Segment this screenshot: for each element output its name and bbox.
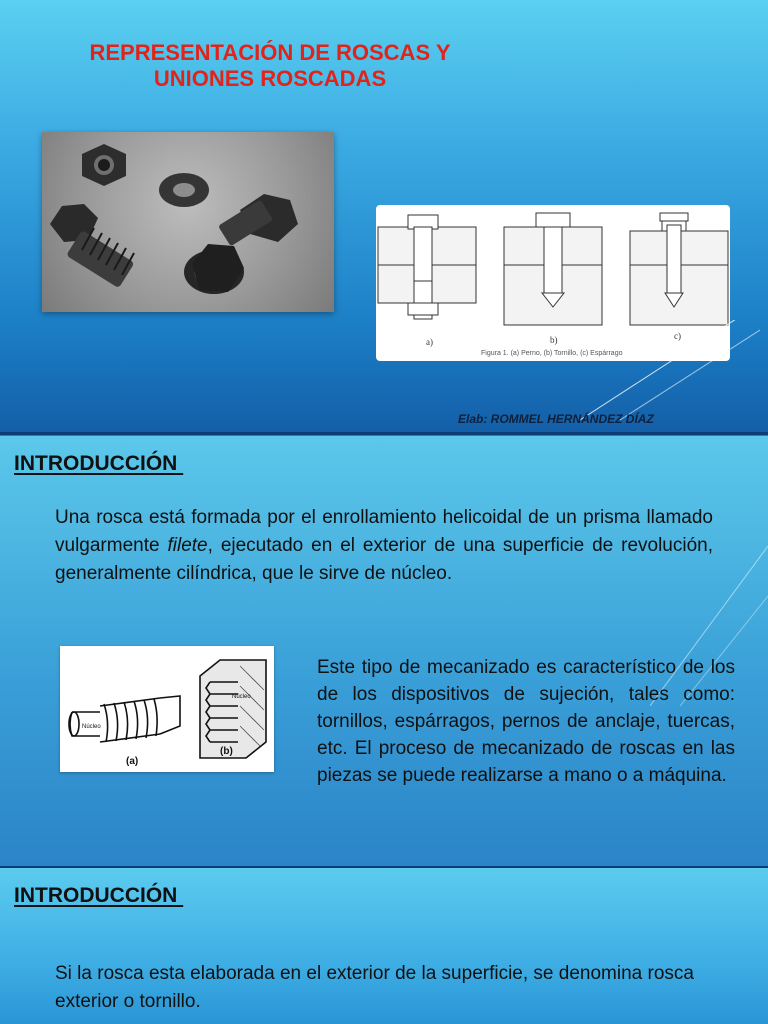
- section-heading: INTRODUCCIÓN: [14, 884, 184, 907]
- section-heading: INTRODUCCIÓN: [14, 452, 184, 475]
- author-credit: Elab: ROMMEL HERNÁNDEZ DÍAZ: [458, 412, 654, 426]
- intro-paragraph: [55, 504, 713, 588]
- external-thread-paragraph: Si la rosca esta elaborada en el exterior de la superficie, se denomina rosca exterior o tornillo.: [55, 963, 694, 1012]
- thread-diagram: [60, 646, 274, 772]
- core-label-b: Núcleo: [232, 694, 251, 700]
- slide-title: [40, 40, 500, 92]
- intro-text-start: Una rosca está formada por el enrollamiento helicoidal de un prisma llamado vulgarmente: [55, 507, 713, 556]
- core-label-a: Núcleo: [82, 724, 101, 730]
- figure-label-b: b): [550, 335, 558, 345]
- figure-label-a: a): [426, 337, 433, 347]
- machining-paragraph: Este tipo de mecanizado es característico de los de los dispositivos de sujeción, tales como: tornillos, espárragos, pernos de anclaje, tuercas, etc. El proceso de mecanizado de roscas en las piezas se puede realizarse a mano o a máquina.: [317, 657, 735, 786]
- diagram-label-b: (b): [220, 746, 233, 757]
- intro-text-end: , ejecutado en el exterior de una superficie de revolución, generalmente cilíndrica, que le sirve de núcleo.: [55, 535, 713, 584]
- intro-slide-2: [0, 868, 768, 1024]
- title-slide: [0, 0, 768, 432]
- intro-slide-1: [0, 436, 768, 866]
- title-line-1: REPRESENTACIÓN DE ROSCAS Y: [89, 40, 451, 65]
- figure-caption: Figura 1. (a) Perno, (b) Tornillo, (c) Espárrago: [481, 350, 623, 357]
- slide-divider: [0, 432, 768, 435]
- bolts-photo: [42, 132, 334, 312]
- diagram-label-a: (a): [126, 756, 139, 767]
- title-line-2: UNIONES ROSCADAS: [153, 66, 387, 91]
- figure-label-c: c): [674, 331, 681, 341]
- filete-term: filete: [167, 535, 208, 556]
